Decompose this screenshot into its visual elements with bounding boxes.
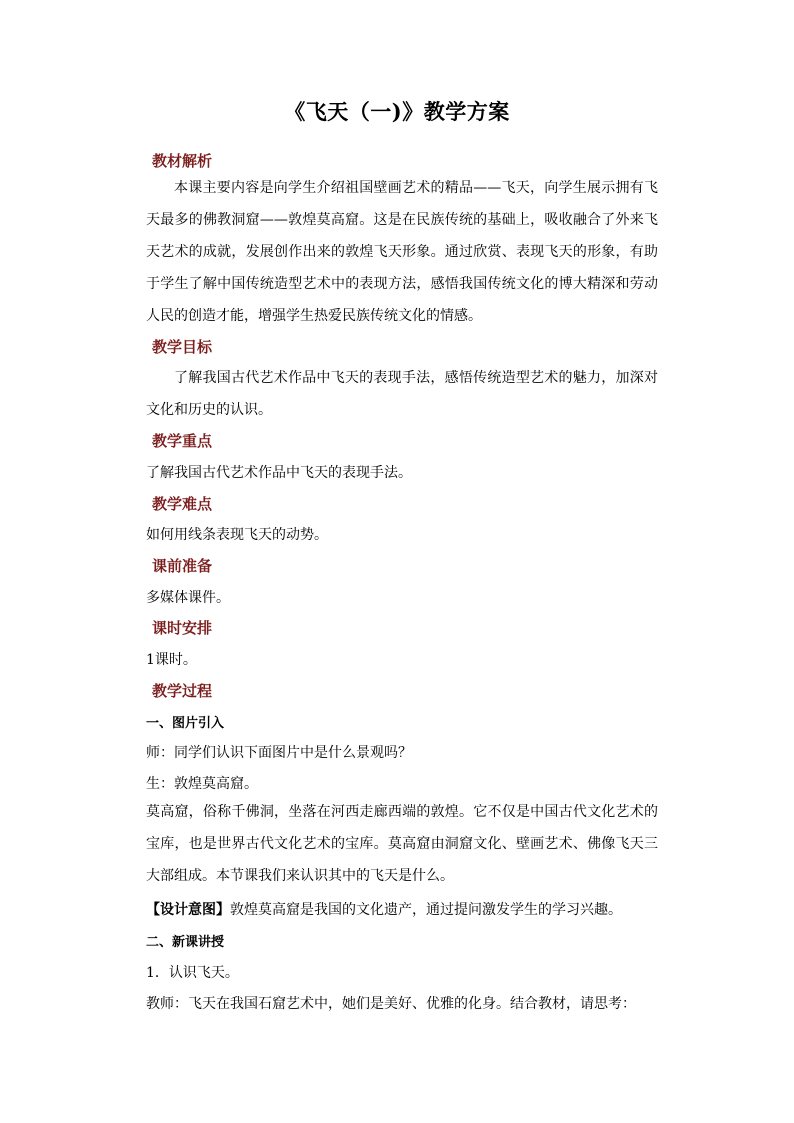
part2-title: 二、新课讲授 [146,935,225,950]
heading-preparation: 课前准备 [152,557,213,575]
page-title: 《飞天（一)》教学方案 [284,99,510,124]
design-intent-text: 敦煌莫高窟是我国的文化遗产，通过提问激发学生的学习兴趣。 [230,902,622,918]
heading-schedule: 课时安排 [152,619,213,637]
goals-paragraph: 了解我国古代艺术作品中飞天的表现手法，感悟传统造型艺术的魅力，加深对文化和历史的认识。 [146,370,658,418]
step1-title: 1．认识飞天。 [146,965,239,981]
mogao-paragraph: 莫高窟，俗称千佛洞，坐落在河西走廊西端的敦煌。它不仅是中国古代文化艺术的宝库，也是世界古代文化艺术的宝库。莫高窟由洞窟文化、壁画艺术、佛像飞天三大部组成。本节课我们来认识其中的飞天是什么。 [146,804,658,884]
heading-process: 教学过程 [152,682,213,700]
preparation-text: 多媒体课件。 [146,590,230,606]
heading-analysis: 教材解析 [152,152,213,170]
design-intent [146,899,666,919]
teacher-question: 师：同学们认识下面图片中是什么景观吗？ [146,745,412,761]
schedule-text: 1课时。 [146,652,197,668]
design-intent-label: 【设计意图】 [146,902,230,918]
heading-goals: 教学目标 [152,338,213,356]
analysis-paragraph: 本课主要内容是向学生介绍祖国壁画艺术的精品——飞天，向学生展示拥有飞天最多的佛教洞窟——敦煌莫高窟。这是在民族传统的基础上，吸收融合了外来飞天艺术的成就，发展创作出来的敦煌飞天形象。通过欣赏、表现飞天的形象，有助于学生了解中国传统造型艺术中的表现方法，感悟我国传统文化的博大精深和劳动人民的创造才能，增强学生热爱民族传统文化的情感。 [146,180,658,324]
heading-key: 教学重点 [152,432,213,450]
heading-difficulty: 教学难点 [152,495,213,513]
student-answer: 生：敦煌莫高窟。 [146,776,258,792]
teacher-instruction: 教师：飞天在我国石窟艺术中，她们是美好、优雅的化身。结合教材，请思考： [146,996,636,1012]
key-text: 了解我国古代艺术作品中飞天的表现手法。 [146,465,412,481]
part1-title: 一、图片引入 [146,716,225,731]
difficulty-text: 如何用线条表现飞天的动势。 [146,527,328,543]
